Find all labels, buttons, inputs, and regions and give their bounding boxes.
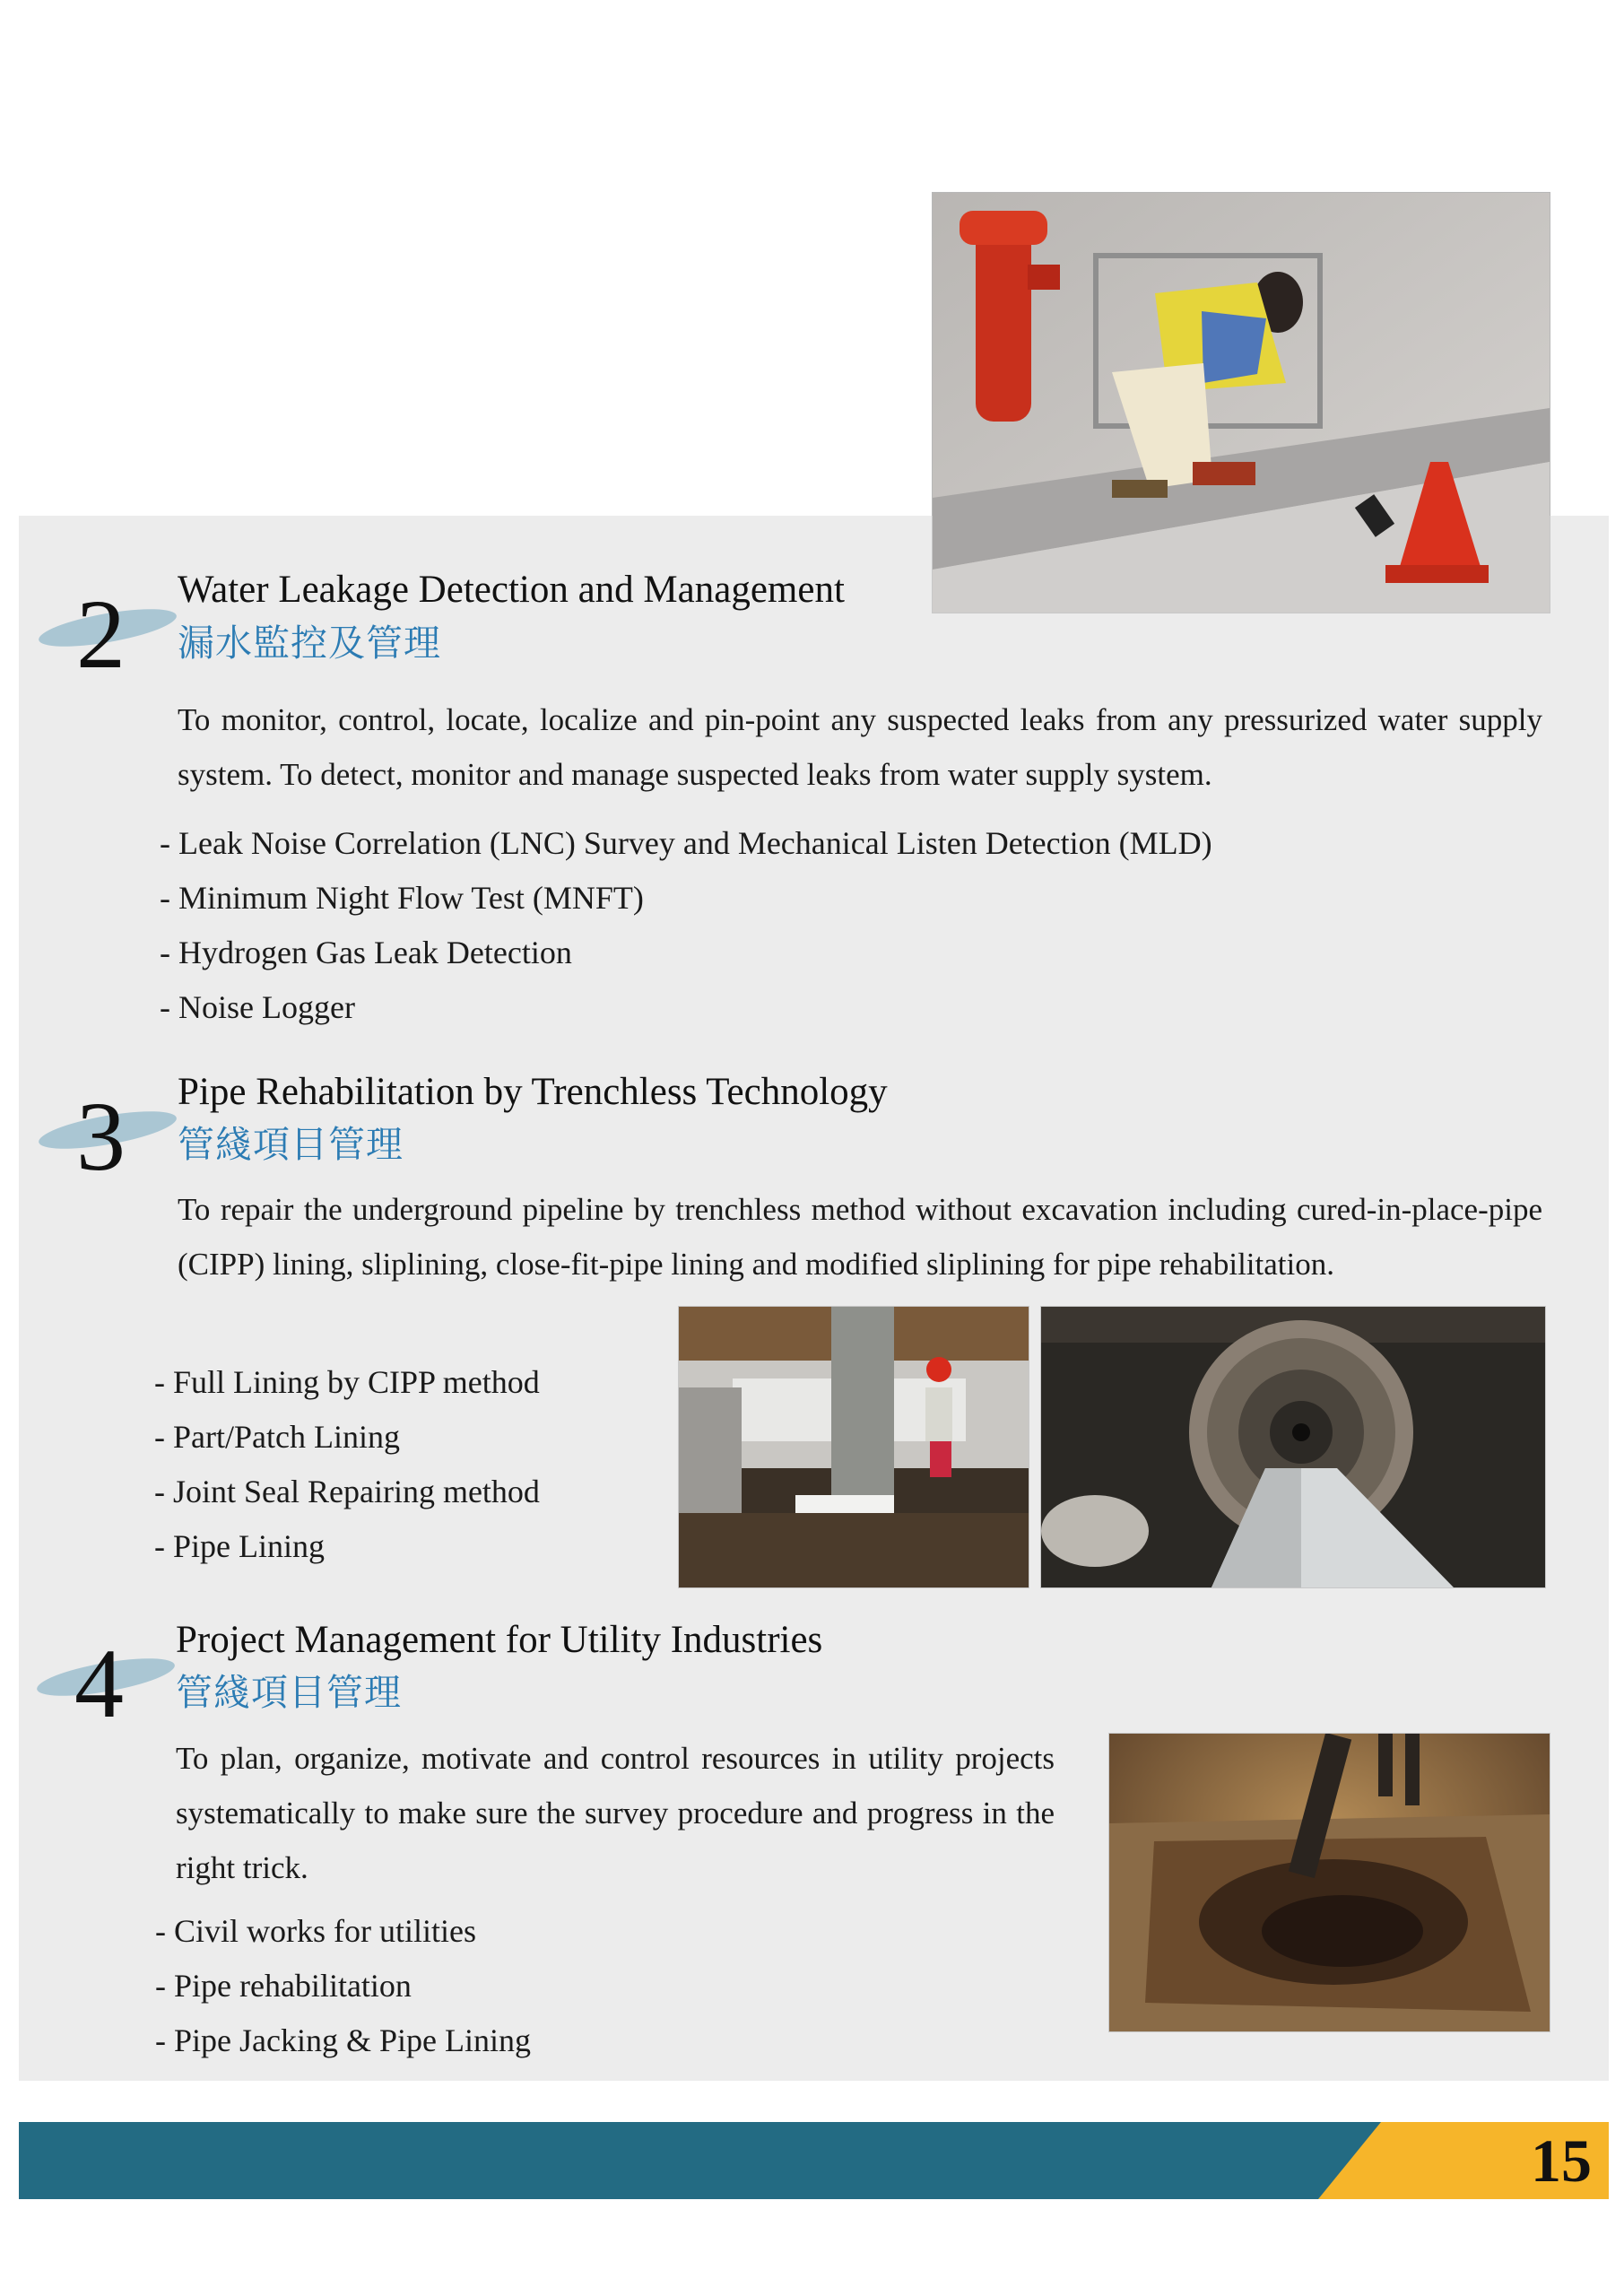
- list-item: - Minimum Night Flow Test (MNFT): [160, 880, 644, 916]
- list-item: - Leak Noise Correlation (LNC) Survey and Mechanical Listen Detection (MLD): [160, 825, 1212, 861]
- section-number-badge: [34, 1628, 178, 1738]
- section-title: Water Leakage Detection and Management: [178, 569, 845, 611]
- section-number: 2: [76, 579, 126, 689]
- section-title-chinese: 管綫項目管理: [178, 1123, 404, 1166]
- section-title-chinese: 漏水監控及管理: [178, 622, 441, 665]
- list-item: - Part/Patch Lining: [154, 1419, 400, 1455]
- section-bullet-list: [154, 1355, 540, 1574]
- section-description: To repair the underground pipeline by trenchless method without excavation including cured-in-place-pipe (CIPP) lining, sliplining, close-fit-pipe lining and modified sliplining for pipe rehabilitation.: [178, 1192, 1542, 1282]
- section-title: Project Management for Utility Industries: [176, 1619, 823, 1661]
- section-bullet-list: [155, 1904, 531, 2068]
- section-description: To plan, organize, motivate and control resources in utility projects systematically to make sure the survey procedure and progress in the right trick.: [176, 1741, 1055, 1885]
- list-item: - Hydrogen Gas Leak Detection: [160, 935, 572, 970]
- section-number-badge: [36, 1081, 179, 1191]
- list-item: - Pipe rehabilitation: [155, 1968, 412, 2004]
- photo-road-excavation: [1109, 1734, 1550, 2031]
- section-number: 3: [76, 1082, 126, 1191]
- photo-cipp-lining-site: [679, 1307, 1029, 1587]
- list-item: - Pipe Jacking & Pipe Lining: [155, 2022, 531, 2058]
- section-bullet-list: [160, 816, 1212, 1035]
- section-number: 4: [74, 1629, 124, 1738]
- list-item: - Pipe Lining: [154, 1528, 325, 1564]
- list-item: - Noise Logger: [160, 989, 355, 1025]
- list-item: - Full Lining by CIPP method: [154, 1364, 540, 1400]
- page-number: 15: [1531, 2126, 1592, 2195]
- photo-pipe-interior: [1041, 1307, 1545, 1587]
- list-item: - Joint Seal Repairing method: [154, 1474, 540, 1509]
- list-item: - Civil works for utilities: [155, 1913, 476, 1949]
- section-title: Pipe Rehabilitation by Trenchless Technology: [178, 1071, 888, 1113]
- section-number-badge: [36, 578, 179, 689]
- photo-leak-detection-front: [933, 193, 1550, 613]
- section-description: To monitor, control, locate, localize and pin-point any suspected leaks from any pressurized water supply system. To detect, monitor and manage suspected leaks from water supply system.: [178, 702, 1542, 792]
- section-title-chinese: 管綫項目管理: [176, 1671, 402, 1714]
